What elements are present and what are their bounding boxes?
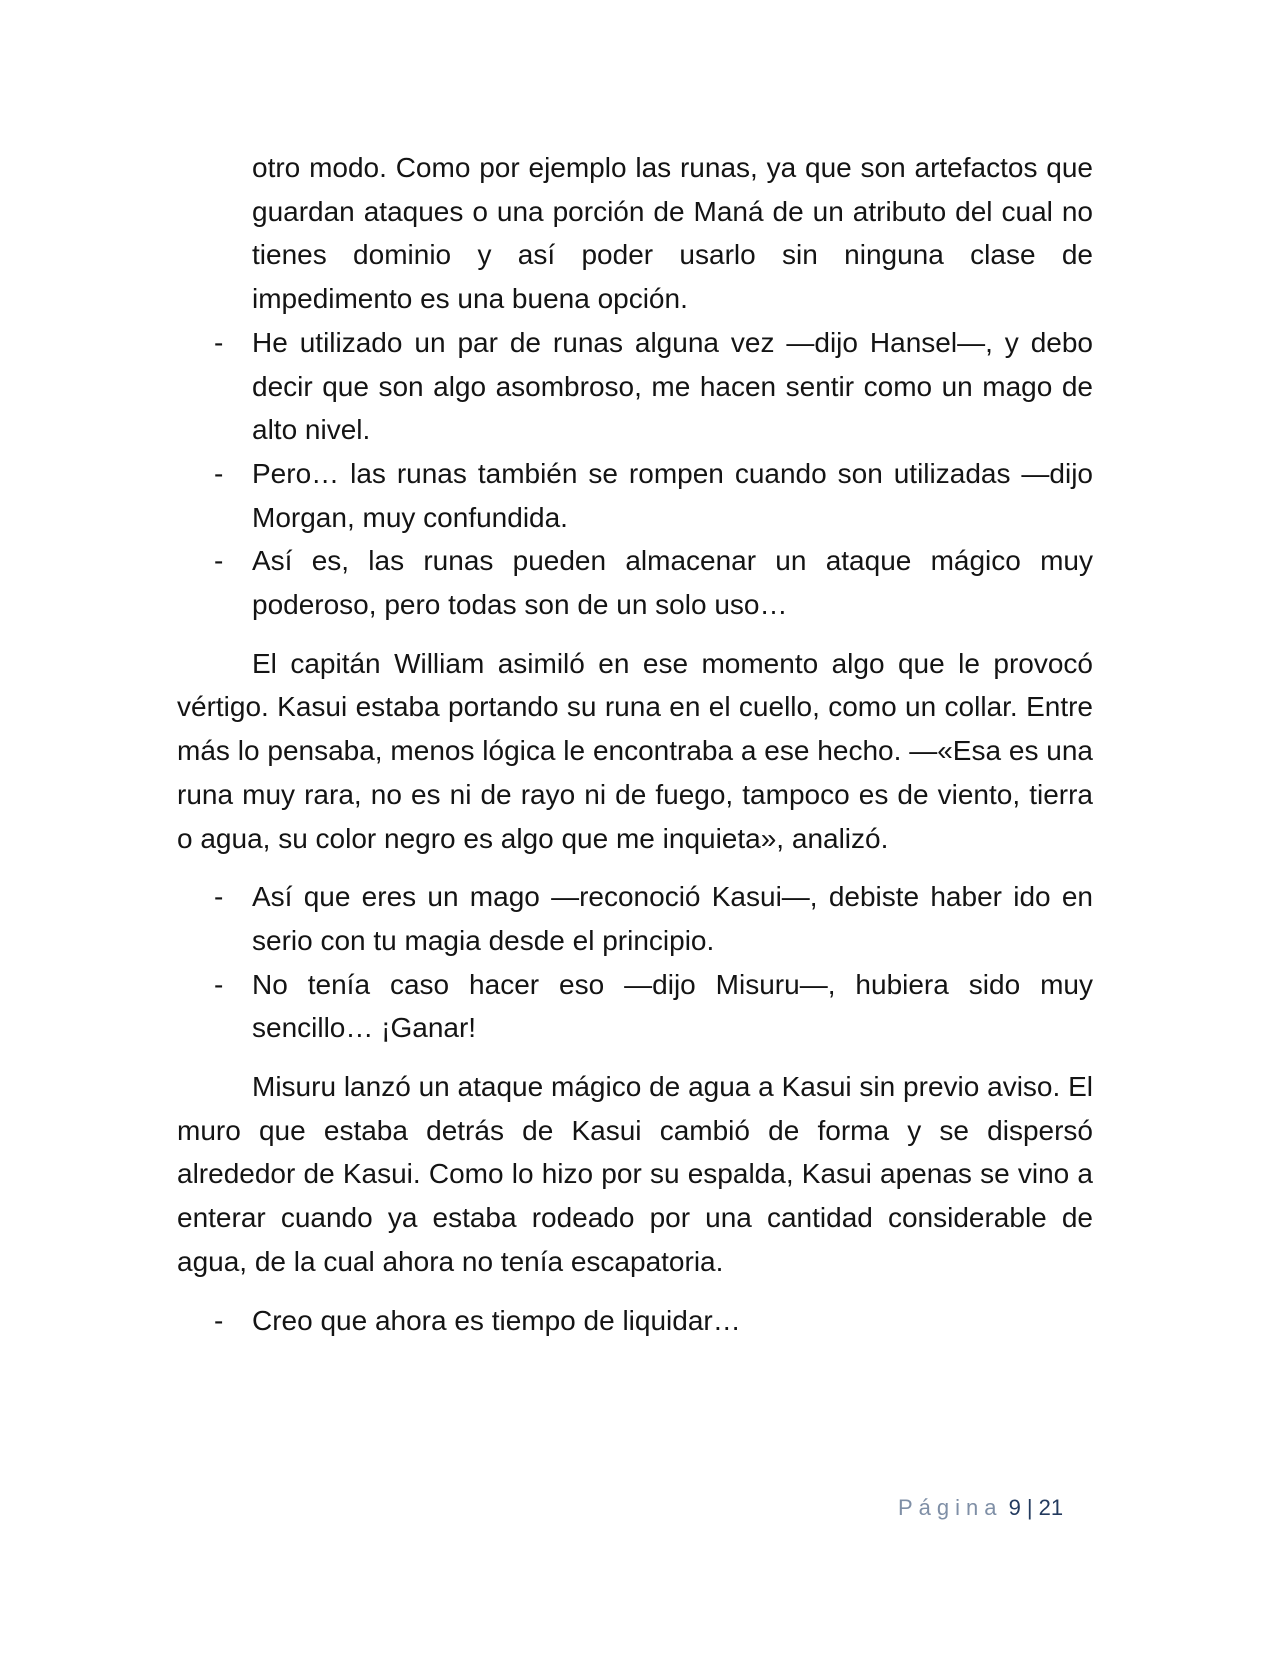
- dialogue-text: Pero… las runas también se rompen cuando son utilizadas —dijo Morgan, muy confundida.: [252, 457, 1093, 533]
- dialogue-dash: -: [214, 457, 224, 489]
- dialogue-dash: -: [214, 881, 224, 913]
- dialogue-line: [177, 875, 1093, 962]
- page-footer: [898, 1495, 1063, 1521]
- dialogue-line: [177, 321, 1093, 452]
- dialogue-line: [177, 146, 1093, 321]
- dialogue-text: He utilizado un par de runas alguna vez —dijo Hansel—, y debo decir que son algo asombroso, me hacen sentir como un mago de alto nivel.: [252, 326, 1093, 446]
- dialogue-dash: -: [214, 1304, 224, 1336]
- dialogue-line: [177, 963, 1093, 1050]
- total-pages: 21: [1038, 1495, 1064, 1520]
- text-column: [177, 146, 1093, 1342]
- dialogue-text: Así es, las runas pueden almacenar un ataque mágico muy poderoso, pero todas son de un solo uso…: [252, 545, 1093, 621]
- narrative-paragraph: Misuru lanzó un ataque mágico de agua a Kasui sin previo aviso. El muro que estaba detrás de Kasui cambió de forma y se dispersó alrededor de Kasui. Como lo hizo por su espalda, Kasui apenas se vino a enterar cuando ya estaba rodeado por una cantidad considerable de agua, de la cual ahora no tenía escapatoria.: [177, 1071, 1093, 1277]
- dialogue-text: No tenía caso hacer eso —dijo Misuru—, hubiera sido muy sencillo… ¡Ganar!: [252, 968, 1093, 1044]
- narrative-paragraph: El capitán William asimiló en ese momento algo que le provocó vértigo. Kasui estaba portando su runa en el cuello, como un collar. Entre más lo pensaba, menos lógica le encontraba a ese hecho. —«Esa es una runa muy rara, no es ni de rayo ni de fuego, tampoco es de viento, tierra o agua, su color negro es algo que me inquieta», analizó.: [177, 647, 1093, 854]
- dialogue-text: otro modo. Como por ejemplo las runas, ya que son artefactos que guardan ataques o una porción de Maná de un atributo del cual no tienes dominio y así poder usarlo sin ninguna clase de impedimento es una buena opción.: [252, 152, 1093, 315]
- dialogue-line: [177, 539, 1093, 626]
- dialogue-dash: -: [214, 968, 224, 1000]
- dialogue-text: Creo que ahora es tiempo de liquidar…: [252, 1304, 741, 1336]
- dialogue-text: Así que eres un mago —reconoció Kasui—, debiste haber ido en serio con tu magia desde el principio.: [252, 881, 1093, 956]
- dialogue-line: [177, 452, 1093, 539]
- dialogue-dash: -: [214, 545, 224, 577]
- page-number: 9: [1008, 1495, 1021, 1520]
- dialogue-line: [177, 1299, 1093, 1343]
- page-separator: |: [1026, 1495, 1033, 1520]
- page-word: Página: [898, 1495, 1003, 1520]
- dialogue-dash: -: [214, 326, 224, 358]
